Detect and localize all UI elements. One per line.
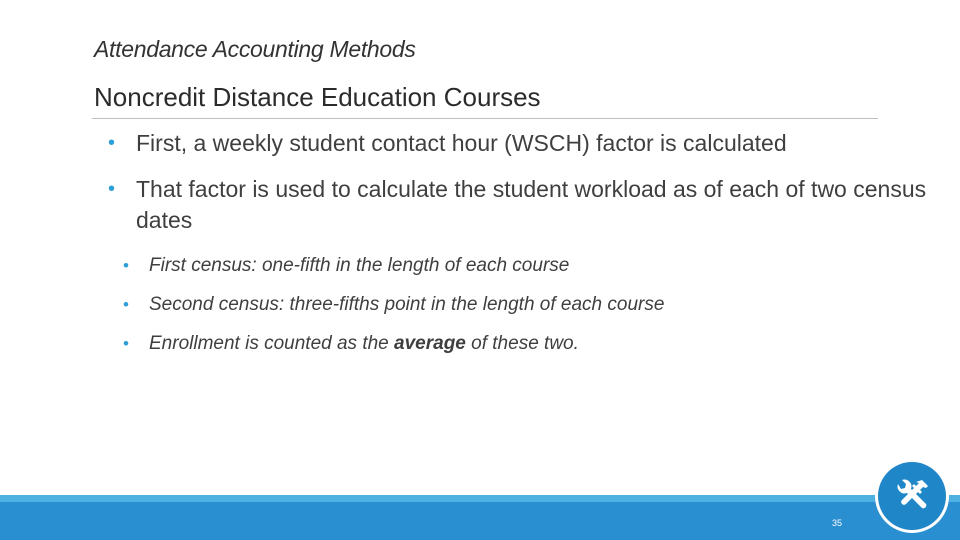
sub-bullet-text-end: of these two. [465,333,579,354]
bullet-marker: • [108,132,116,154]
bullet-item [108,128,928,159]
bullet-item [108,174,928,236]
sub-bullet-item [123,331,664,357]
bullet-marker: • [108,178,116,200]
bullet-marker: • [123,295,129,314]
bullet-text: That factor is used to calculate the student workload as of each of two census dates [136,176,927,233]
sub-bullet-item [123,292,664,318]
emphasis-average: average [394,333,466,354]
bullet-marker: • [123,256,129,275]
title-divider [92,118,878,119]
sub-bullet-item [123,253,664,279]
tools-badge [878,462,946,530]
sub-bullet-list [123,253,664,357]
sub-bullet-text: First census: one-fifth in the length of each course [149,255,570,276]
bullet-text: First, a weekly student contact hour (WSCH) factor is calculated [136,130,787,156]
page-number: 35 [832,518,843,528]
footer-bar [0,502,960,540]
sub-bullet-text: Second census: three-fifths point in the length of each course [149,294,665,315]
sub-bullet-text-start: Enrollment is counted as the [149,333,395,354]
slide-title: Noncredit Distance Education Courses [94,82,541,112]
bullet-marker: • [123,334,129,353]
section-kicker: Attendance Accounting Methods [94,36,416,62]
bullet-list [108,128,928,236]
